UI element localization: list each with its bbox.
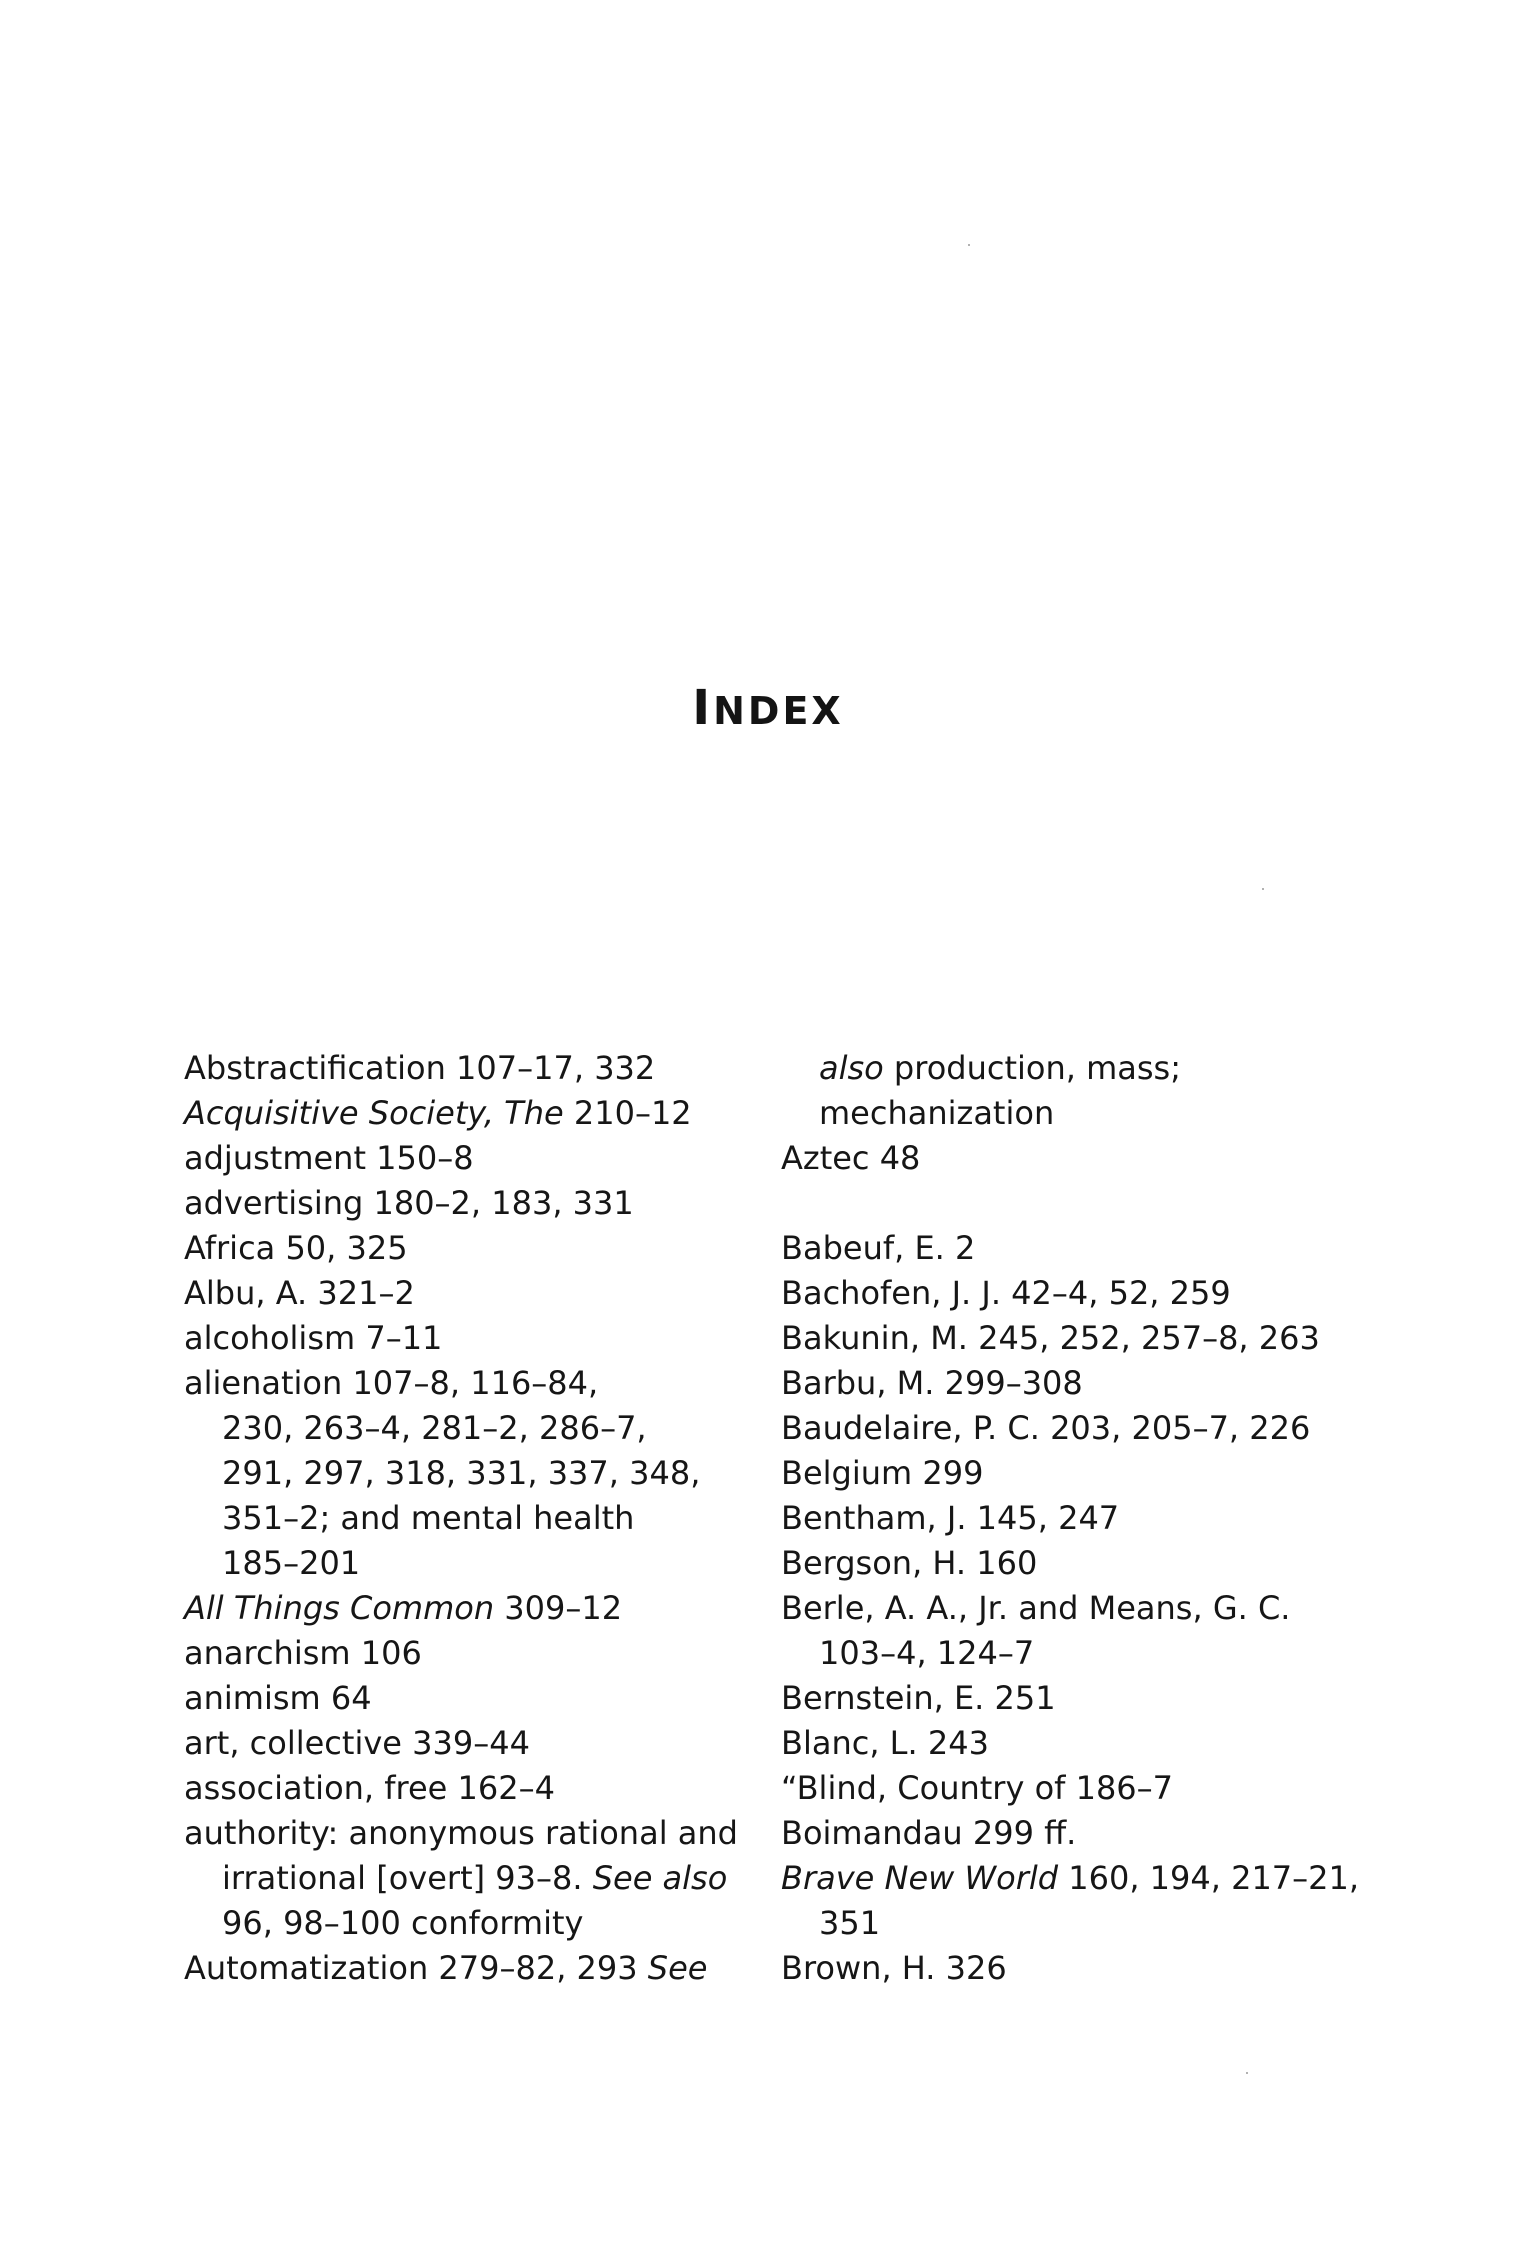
cross-reference-italic: See also bbox=[592, 1859, 728, 1897]
index-entry bbox=[781, 1136, 1341, 1181]
entry-text: Belgium 299 bbox=[781, 1454, 984, 1492]
entry-text: Bernstein, E. 251 bbox=[781, 1679, 1056, 1717]
index-entry bbox=[184, 1226, 724, 1271]
entry-text: Africa 50, 325 bbox=[184, 1229, 408, 1267]
entry-text: Blanc, L. 243 bbox=[781, 1724, 989, 1762]
entry-text: Barbu, M. 299–308 bbox=[781, 1364, 1083, 1402]
index-entry bbox=[184, 1181, 724, 1226]
entry-continuation: mechanization bbox=[819, 1094, 1055, 1132]
entry-title-italic: Brave New World bbox=[781, 1859, 1059, 1897]
entry-text: Bergson, H. 160 bbox=[781, 1544, 1038, 1582]
cross-reference-italic: also bbox=[819, 1049, 884, 1087]
entry-text: Brown, H. 326 bbox=[781, 1949, 1007, 1987]
index-entry bbox=[184, 1136, 724, 1181]
entry-text: Baudelaire, P. C. 203, 205–7, 226 bbox=[781, 1409, 1311, 1447]
index-entry bbox=[781, 1541, 1341, 1586]
index-entry bbox=[781, 1451, 1341, 1496]
index-entry bbox=[781, 1721, 1341, 1766]
index-entry bbox=[781, 1316, 1341, 1361]
entry-continuation: 351 bbox=[819, 1904, 881, 1942]
index-entry-continuation bbox=[781, 1046, 1341, 1136]
scan-speck bbox=[968, 244, 970, 246]
entry-text: 160, 194, 217–21, bbox=[1058, 1859, 1360, 1897]
entry-text: association, free 162–4 bbox=[184, 1769, 555, 1807]
entry-text: Aztec 48 bbox=[781, 1139, 921, 1177]
scan-speck bbox=[1262, 888, 1264, 890]
index-entry bbox=[184, 1676, 724, 1721]
entry-text: Boimandau 299 ff. bbox=[781, 1814, 1077, 1852]
page-title-rest: NDEX bbox=[713, 689, 844, 733]
index-entry bbox=[781, 1811, 1341, 1856]
index-entry bbox=[781, 1406, 1341, 1451]
index-entry bbox=[184, 1091, 724, 1136]
entry-continuation bbox=[184, 1856, 728, 1901]
index-column-left bbox=[184, 1046, 738, 1991]
index-entry bbox=[184, 1811, 738, 1946]
index-entry bbox=[184, 1721, 724, 1766]
index-entry bbox=[781, 1766, 1341, 1811]
entry-title-italic: Acquisitive Society, The bbox=[184, 1094, 564, 1132]
index-column-right bbox=[781, 1046, 1360, 1991]
index-entry bbox=[184, 1316, 724, 1361]
index-entry bbox=[781, 1271, 1341, 1316]
entry-text: art, collective 339–44 bbox=[184, 1724, 530, 1762]
index-entry bbox=[184, 1046, 724, 1091]
index-entry bbox=[184, 1946, 724, 1991]
index-entry bbox=[781, 1946, 1341, 1991]
entry-continuation: 291, 297, 318, 331, 337, 348, bbox=[222, 1454, 701, 1492]
index-entry bbox=[781, 1676, 1341, 1721]
index-entry bbox=[184, 1271, 724, 1316]
entry-continuation: 230, 263–4, 281–2, 286–7, bbox=[222, 1409, 647, 1447]
entry-text: animism 64 bbox=[184, 1679, 372, 1717]
entry-continuation bbox=[781, 1049, 1181, 1087]
index-entry bbox=[184, 1586, 724, 1631]
entry-text: Bentham, J. 145, 247 bbox=[781, 1499, 1120, 1537]
entry-text: Bakunin, M. 245, 252, 257–8, 263 bbox=[781, 1319, 1320, 1357]
page-title bbox=[0, 680, 1536, 736]
entry-text: alcoholism 7–11 bbox=[184, 1319, 443, 1357]
entry-text: Abstractification 107–17, 332 bbox=[184, 1049, 656, 1087]
entry-text: irrational [overt] 93–8. bbox=[222, 1859, 593, 1897]
entry-continuation: 96, 98–100 conformity bbox=[222, 1904, 584, 1942]
entry-text: Berle, A. A., Jr. and Means, G. C. bbox=[781, 1589, 1291, 1627]
entry-text: Babeuf, E. 2 bbox=[781, 1229, 976, 1267]
entry-text: authority: anonymous rational and bbox=[184, 1814, 738, 1852]
entry-continuation: 351–2; and mental health bbox=[222, 1499, 635, 1537]
index-entry bbox=[184, 1631, 724, 1676]
entry-text: 210–12 bbox=[563, 1094, 692, 1132]
entry-text: alienation 107–8, 116–84, bbox=[184, 1364, 599, 1402]
entry-text: 309–12 bbox=[494, 1589, 623, 1627]
cross-reference-italic: See bbox=[647, 1949, 708, 1987]
entry-text: adjustment 150–8 bbox=[184, 1139, 474, 1177]
scan-speck bbox=[1246, 2072, 1248, 2074]
entry-continuation: 103–4, 124–7 bbox=[819, 1634, 1035, 1672]
index-entry bbox=[184, 1361, 724, 1586]
index-entry bbox=[781, 1226, 1341, 1271]
entry-text: “Blind, Country of 186–7 bbox=[781, 1769, 1174, 1807]
entry-text: anarchism 106 bbox=[184, 1634, 422, 1672]
index-entry bbox=[184, 1766, 724, 1811]
index-entry bbox=[781, 1361, 1341, 1406]
entry-text: production, mass; bbox=[883, 1049, 1181, 1087]
entry-text: Albu, A. 321–2 bbox=[184, 1274, 415, 1312]
entry-text: advertising 180–2, 183, 331 bbox=[184, 1184, 634, 1222]
entry-continuation: 185–201 bbox=[222, 1544, 361, 1582]
letter-group-gap bbox=[781, 1181, 1341, 1226]
index-entry bbox=[781, 1586, 1341, 1676]
index-entry bbox=[781, 1496, 1341, 1541]
entry-title-italic: All Things Common bbox=[184, 1589, 495, 1627]
page-title-initial: I bbox=[692, 680, 714, 736]
index-entry bbox=[781, 1856, 1360, 1946]
entry-text: Automatization 279–82, 293 bbox=[184, 1949, 648, 1987]
entry-text: Bachofen, J. J. 42–4, 52, 259 bbox=[781, 1274, 1231, 1312]
